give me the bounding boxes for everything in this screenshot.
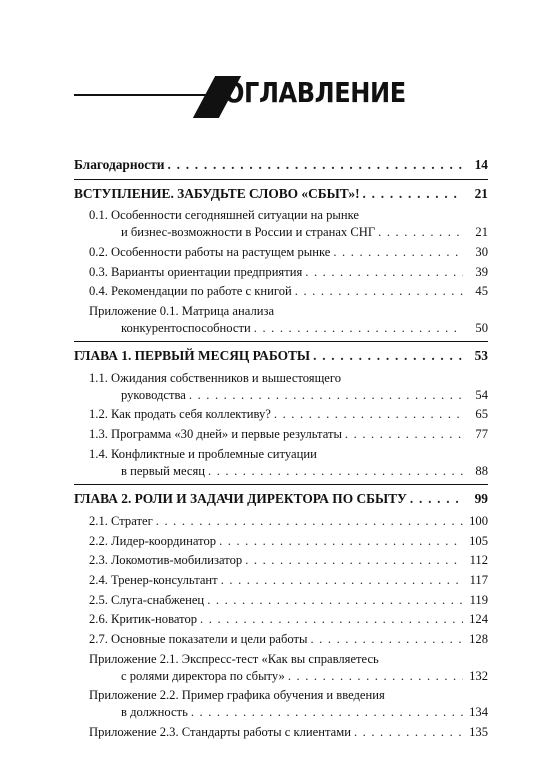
dot-leader [313, 348, 463, 365]
toc-section-entry[interactable] [74, 426, 488, 443]
toc-page-number: 21 [475, 225, 488, 240]
toc-page-number: 30 [475, 244, 488, 259]
dot-leader [207, 592, 463, 609]
dot-leader [345, 426, 463, 443]
toc-section-entry[interactable] [74, 513, 488, 530]
toc-page-number: 135 [469, 724, 488, 739]
toc-page-number: 134 [469, 704, 488, 719]
toc-page-number: 50 [475, 320, 488, 335]
dot-leader [245, 552, 463, 569]
toc-entry-title: 2.4. Тренер-консультант [89, 573, 218, 588]
toc-entry-title: ВСТУПЛЕНИЕ. ЗАБУДЬТЕ СЛОВО «СБЫТ»! [74, 185, 360, 201]
chapter-divider [74, 341, 488, 342]
toc-entry-title: 2.7. Основные показатели и цели работы [89, 632, 308, 647]
dot-leader [363, 186, 463, 203]
toc-entry-title: руководства [121, 387, 186, 402]
toc-entry-title: 1.4. Конфликтные и проблемные ситуации [89, 446, 317, 461]
toc-entry-title: 1.2. Как продать себя коллективу? [89, 407, 271, 422]
toc-page-number: 119 [469, 592, 488, 607]
chapter-divider [74, 179, 488, 180]
toc-entry-title: ГЛАВА 1. ПЕРВЫЙ МЕСЯЦ РАБОТЫ [74, 348, 311, 364]
toc-section-entry[interactable] [74, 611, 488, 628]
toc-page-number: 45 [475, 284, 488, 299]
dot-leader [305, 264, 463, 281]
toc-page-number: 77 [475, 427, 488, 442]
toc-entry-title: в должность [121, 704, 188, 719]
toc-section-entry[interactable] [74, 724, 488, 741]
toc-page-number: 117 [469, 573, 488, 588]
toc-page-number: 14 [474, 157, 488, 172]
toc-page-number: 128 [469, 632, 488, 647]
toc-entry-title: 1.1. Ожидания собственников и вышестоящего [89, 371, 342, 386]
toc-section-entry[interactable] [74, 303, 488, 336]
toc-page-number: 54 [475, 387, 488, 402]
dot-leader [156, 513, 463, 530]
toc-section-entry[interactable] [74, 446, 488, 479]
dot-leader [274, 406, 463, 423]
toc-chapter-entry[interactable] [74, 157, 488, 174]
dot-leader [200, 611, 463, 628]
toc-entry-title: ГЛАВА 2. РОЛИ И ЗАДАЧИ ДИРЕКТОРА ПО СБЫТУ [74, 491, 407, 507]
toc-section-entry[interactable] [74, 687, 488, 720]
toc-section-entry[interactable] [74, 572, 488, 589]
table-of-contents [74, 157, 488, 743]
title-block [74, 70, 484, 116]
toc-entry-title: 2.1. Стратег [89, 513, 153, 528]
toc-entry-title: 2.2. Лидер-координатор [89, 533, 217, 548]
toc-section-entry[interactable] [74, 283, 488, 300]
toc-page-number: 112 [469, 553, 488, 568]
toc-entry-title: 2.6. Критик-новатор [89, 612, 198, 627]
dot-leader [189, 387, 463, 404]
toc-entry-title: Благодарности [74, 157, 165, 172]
dot-leader [221, 572, 463, 589]
toc-section-entry[interactable] [74, 552, 488, 569]
toc-page-number: 99 [474, 491, 488, 507]
dot-leader [191, 704, 463, 721]
dot-leader [378, 224, 463, 241]
toc-entry-title: 1.3. Программа «30 дней» и первые результаты [89, 427, 342, 442]
toc-entry-title: конкурентоспособности [121, 320, 251, 335]
toc-entry-title: Приложение 2.3. Стандарты работы с клиентами [89, 724, 351, 739]
dot-leader [288, 668, 463, 685]
dot-leader [295, 283, 463, 300]
toc-section-entry[interactable] [74, 244, 488, 261]
dot-leader [410, 491, 463, 508]
dot-leader [219, 533, 463, 550]
toc-section-entry[interactable] [74, 592, 488, 609]
toc-entry-title: 2.3. Локомотив-мобилизатор [89, 553, 243, 568]
chapter-divider [74, 484, 488, 485]
toc-chapter-entry[interactable] [74, 186, 488, 203]
toc-page-number: 21 [474, 185, 488, 201]
toc-page-number: 65 [475, 407, 488, 422]
toc-page-number: 88 [475, 463, 488, 478]
dot-leader [168, 157, 463, 174]
toc-entry-title: Приложение 2.1. Экспресс-тест «Как вы справляетесь [89, 651, 379, 666]
toc-entry-title: 0.2. Особенности работы на растущем рынке [89, 244, 331, 259]
dot-leader [354, 724, 463, 741]
toc-page-number: 132 [469, 668, 488, 683]
toc-page-number: 105 [469, 533, 488, 548]
toc-section-entry[interactable] [74, 651, 488, 684]
toc-section-entry[interactable] [74, 207, 488, 240]
page-title: ОГЛАВЛЕНИЕ [224, 76, 406, 109]
toc-entry-title: 0.3. Варианты ориентации предприятия [89, 264, 303, 279]
title-rule [74, 94, 214, 96]
toc-entry-title: 2.5. Слуга-снабженец [89, 592, 205, 607]
dot-leader [333, 244, 463, 261]
dot-leader [208, 463, 463, 480]
toc-page-number: 100 [469, 513, 488, 528]
toc-page-number: 39 [475, 264, 488, 279]
dot-leader [310, 631, 463, 648]
toc-chapter-entry[interactable] [74, 348, 488, 365]
toc-entry-title: Приложение 2.2. Пример графика обучения и введения [89, 688, 385, 703]
dot-leader [254, 320, 463, 337]
toc-entry-title: и бизнес-возможности в России и странах СНГ [121, 225, 376, 240]
toc-section-entry[interactable] [74, 370, 488, 403]
toc-entry-title: в первый месяц [121, 463, 206, 478]
toc-chapter-entry[interactable] [74, 491, 488, 508]
toc-entry-title: Приложение 0.1. Матрица анализа [89, 303, 275, 318]
toc-section-entry[interactable] [74, 631, 488, 648]
toc-section-entry[interactable] [74, 406, 488, 423]
toc-entry-title: 0.1. Особенности сегодняшней ситуации на рынке [89, 208, 360, 223]
toc-page-number: 53 [474, 348, 488, 364]
toc-section-entry[interactable] [74, 264, 488, 281]
toc-section-entry[interactable] [74, 533, 488, 550]
toc-page-number: 124 [469, 612, 488, 627]
toc-entry-title: 0.4. Рекомендации по работе с книгой [89, 284, 292, 299]
toc-entry-title: с ролями директора по сбыту» [121, 668, 285, 683]
